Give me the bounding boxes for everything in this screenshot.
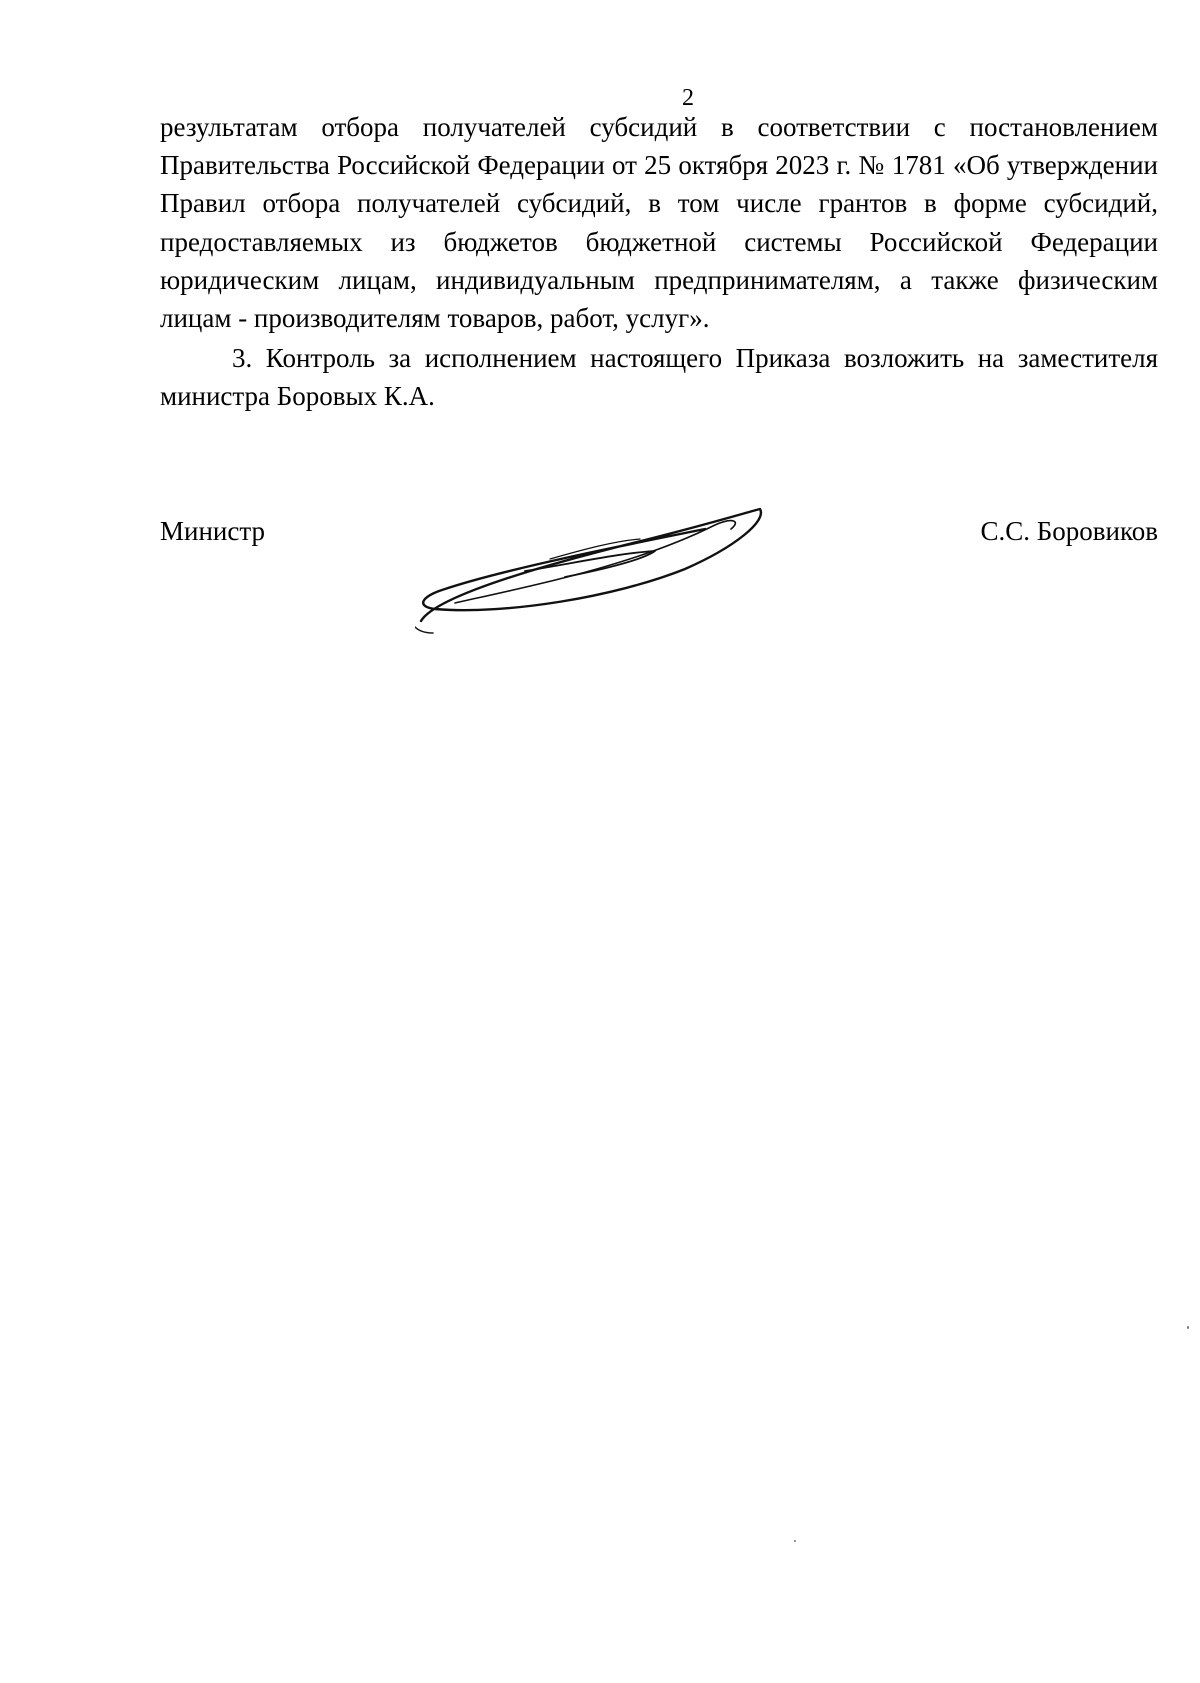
scan-speck bbox=[794, 1540, 796, 1542]
scan-speck bbox=[1187, 1326, 1189, 1329]
paragraph-continuation: результатам отбора получателей субсидий в соответствии с постановлением Правительства Российской Федерации от 25 октября 2023 г. № 1781 «Об утверждении Правил отбора получателей субсидий, в том числе грантов в форме субсидий, предоставляемых из бюджетов бюджетной системы Российской Федерации юридическим лицам, индивидуальным предпринимателям, а также физическим лицам - производителям товаров, работ, услуг». bbox=[160, 112, 1158, 334]
signatory-name: С.С. Боровиков bbox=[980, 516, 1158, 546]
page-number: 2 bbox=[682, 85, 694, 111]
handwritten-signature-icon bbox=[415, 485, 785, 635]
document-body bbox=[160, 108, 1158, 416]
signatory-title: Министр bbox=[160, 516, 265, 546]
paragraph-item-3: 3. Контроль за исполнением настоящего Приказа возложить на заместителя министра Боровых К.А. bbox=[160, 343, 1158, 412]
